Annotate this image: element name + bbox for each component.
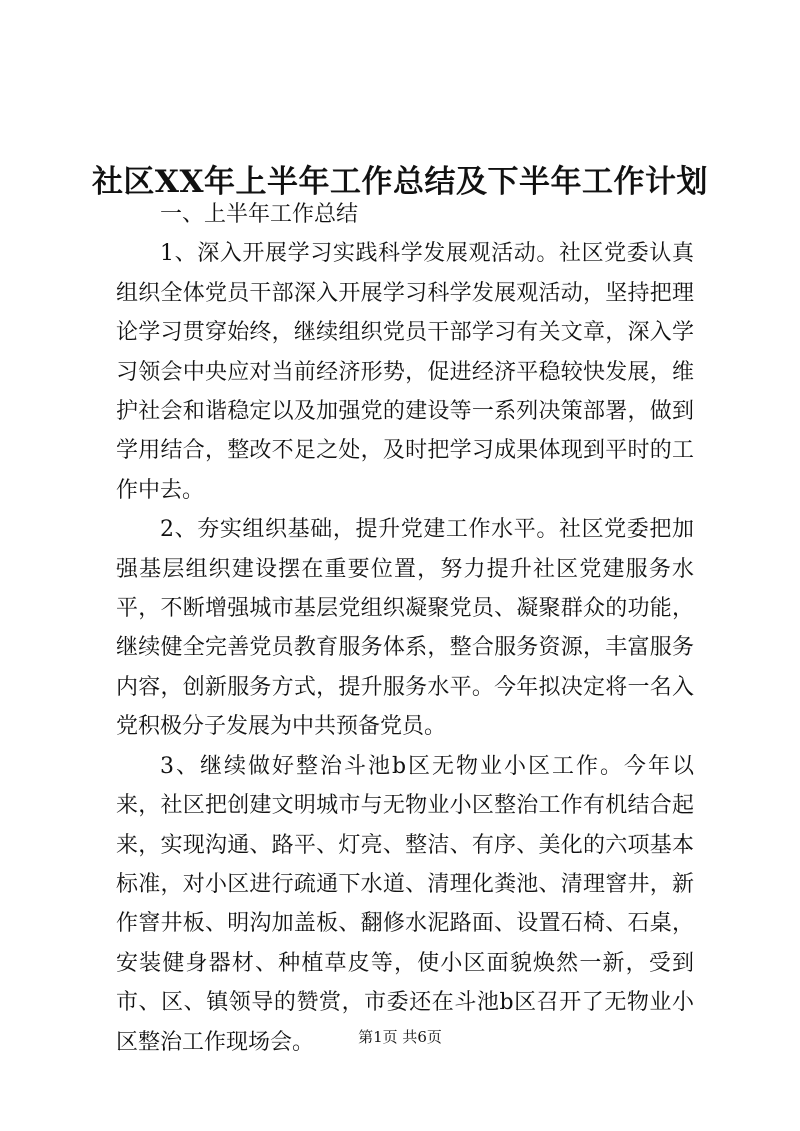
document-title: 社区XX年上半年工作总结及下半年工作计划 bbox=[91, 163, 709, 200]
paragraph-3: 3、继续做好整治斗池b区无物业小区工作。今年以来，社区把创建文明城市与无物业小区整治工作有机结合起来，实现沟通、路平、灯亮、整洁、有序、美化的六项基本标准，对小区进行疏通下水道、清理化粪池、清理窨井，新作窨井板、明沟加盖板、翻修水泥路面、设置石椅、石桌，安装健身器材、种植草皮等，使小区面貌焕然一新，受到市、区、镇领导的赞赏，市委还在斗池b区召开了无物业小区整治工作现场会。 bbox=[116, 753, 694, 1055]
page-number-footer: 第1页 共6页 bbox=[358, 1028, 442, 1046]
paragraph-2: 2、夯实组织基础，提升党建工作水平。社区党委把加强基层组织建设摆在重要位置，努力提升社区党建服务水平，不断增强城市基层党组织凝聚党员、凝聚群众的功能，继续健全完善党员教育服务体系，整合服务资源，丰富服务内容，创新服务方式，提升服务水平。今年拟决定将一名入党积极分子发展为中共预备党员。 bbox=[116, 517, 694, 740]
paragraph-1: 1、深入开展学习实践科学发展观活动。社区党委认真组织全体党员干部深入开展学习科学发展观活动，坚持把理论学习贯穿始终，继续组织党员干部学习有关文章，深入学习领会中央应对当前经济形势，促进经济平稳较快发展，维护社会和谐稳定以及加强党的建设等一系列决策部署，做到学用结合，整改不足之处，及时把学习成果体现到平时的工作中去。 bbox=[116, 241, 694, 503]
document-body bbox=[116, 195, 694, 1062]
section-heading: 一、上半年工作总结 bbox=[160, 202, 359, 227]
